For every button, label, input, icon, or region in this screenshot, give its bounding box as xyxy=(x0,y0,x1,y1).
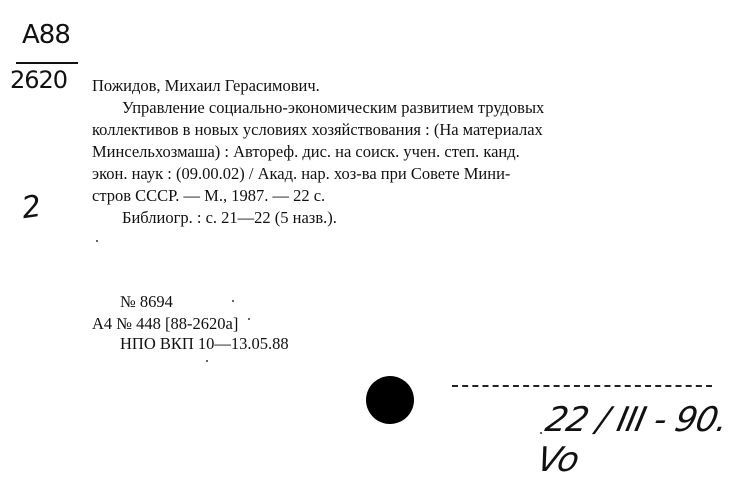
entry-line-2: коллективов в новых условиях хозяйствования : (На материалах xyxy=(92,120,543,139)
bibliography-note: Библиогр. : с. 21—22 (5 назв.). xyxy=(122,208,337,227)
handwritten-signature: 22 / III - 90. Vo xyxy=(533,400,731,480)
entry-line-1: Управление социально-экономическим развитием трудовых xyxy=(122,98,545,117)
shelfmark-bottom: 2620 xyxy=(10,66,68,94)
stamp-npo: НПО ВКП 10—13.05.88 xyxy=(120,334,289,353)
author-name: Пожидов, Михаил Герасимович. xyxy=(92,76,320,95)
stamp-a4: А4 № 448 [88-2620а] xyxy=(92,314,239,333)
speck xyxy=(96,240,98,242)
speck xyxy=(232,300,234,302)
entry-line-5: стров СССР. — М., 1987. — 22 с. xyxy=(92,186,326,205)
punch-hole xyxy=(366,376,414,424)
entry-line-4: экон. наук : (09.00.02) / Акад. нар. хоз-ва при Совете Мини- xyxy=(92,164,511,183)
entry-line-3: Минсельхозмаша) : Автореф. дис. на соиск. учен. степ. канд. xyxy=(92,142,520,161)
speck xyxy=(248,318,250,320)
handwritten-side-mark: 2 xyxy=(19,188,44,227)
shelfmark-top: А88 xyxy=(22,20,70,50)
speck xyxy=(206,360,208,362)
dashed-rule xyxy=(452,385,712,387)
speck xyxy=(540,432,542,434)
stamp-number: № 8694 xyxy=(120,292,173,311)
shelfmark-divider xyxy=(16,62,78,64)
